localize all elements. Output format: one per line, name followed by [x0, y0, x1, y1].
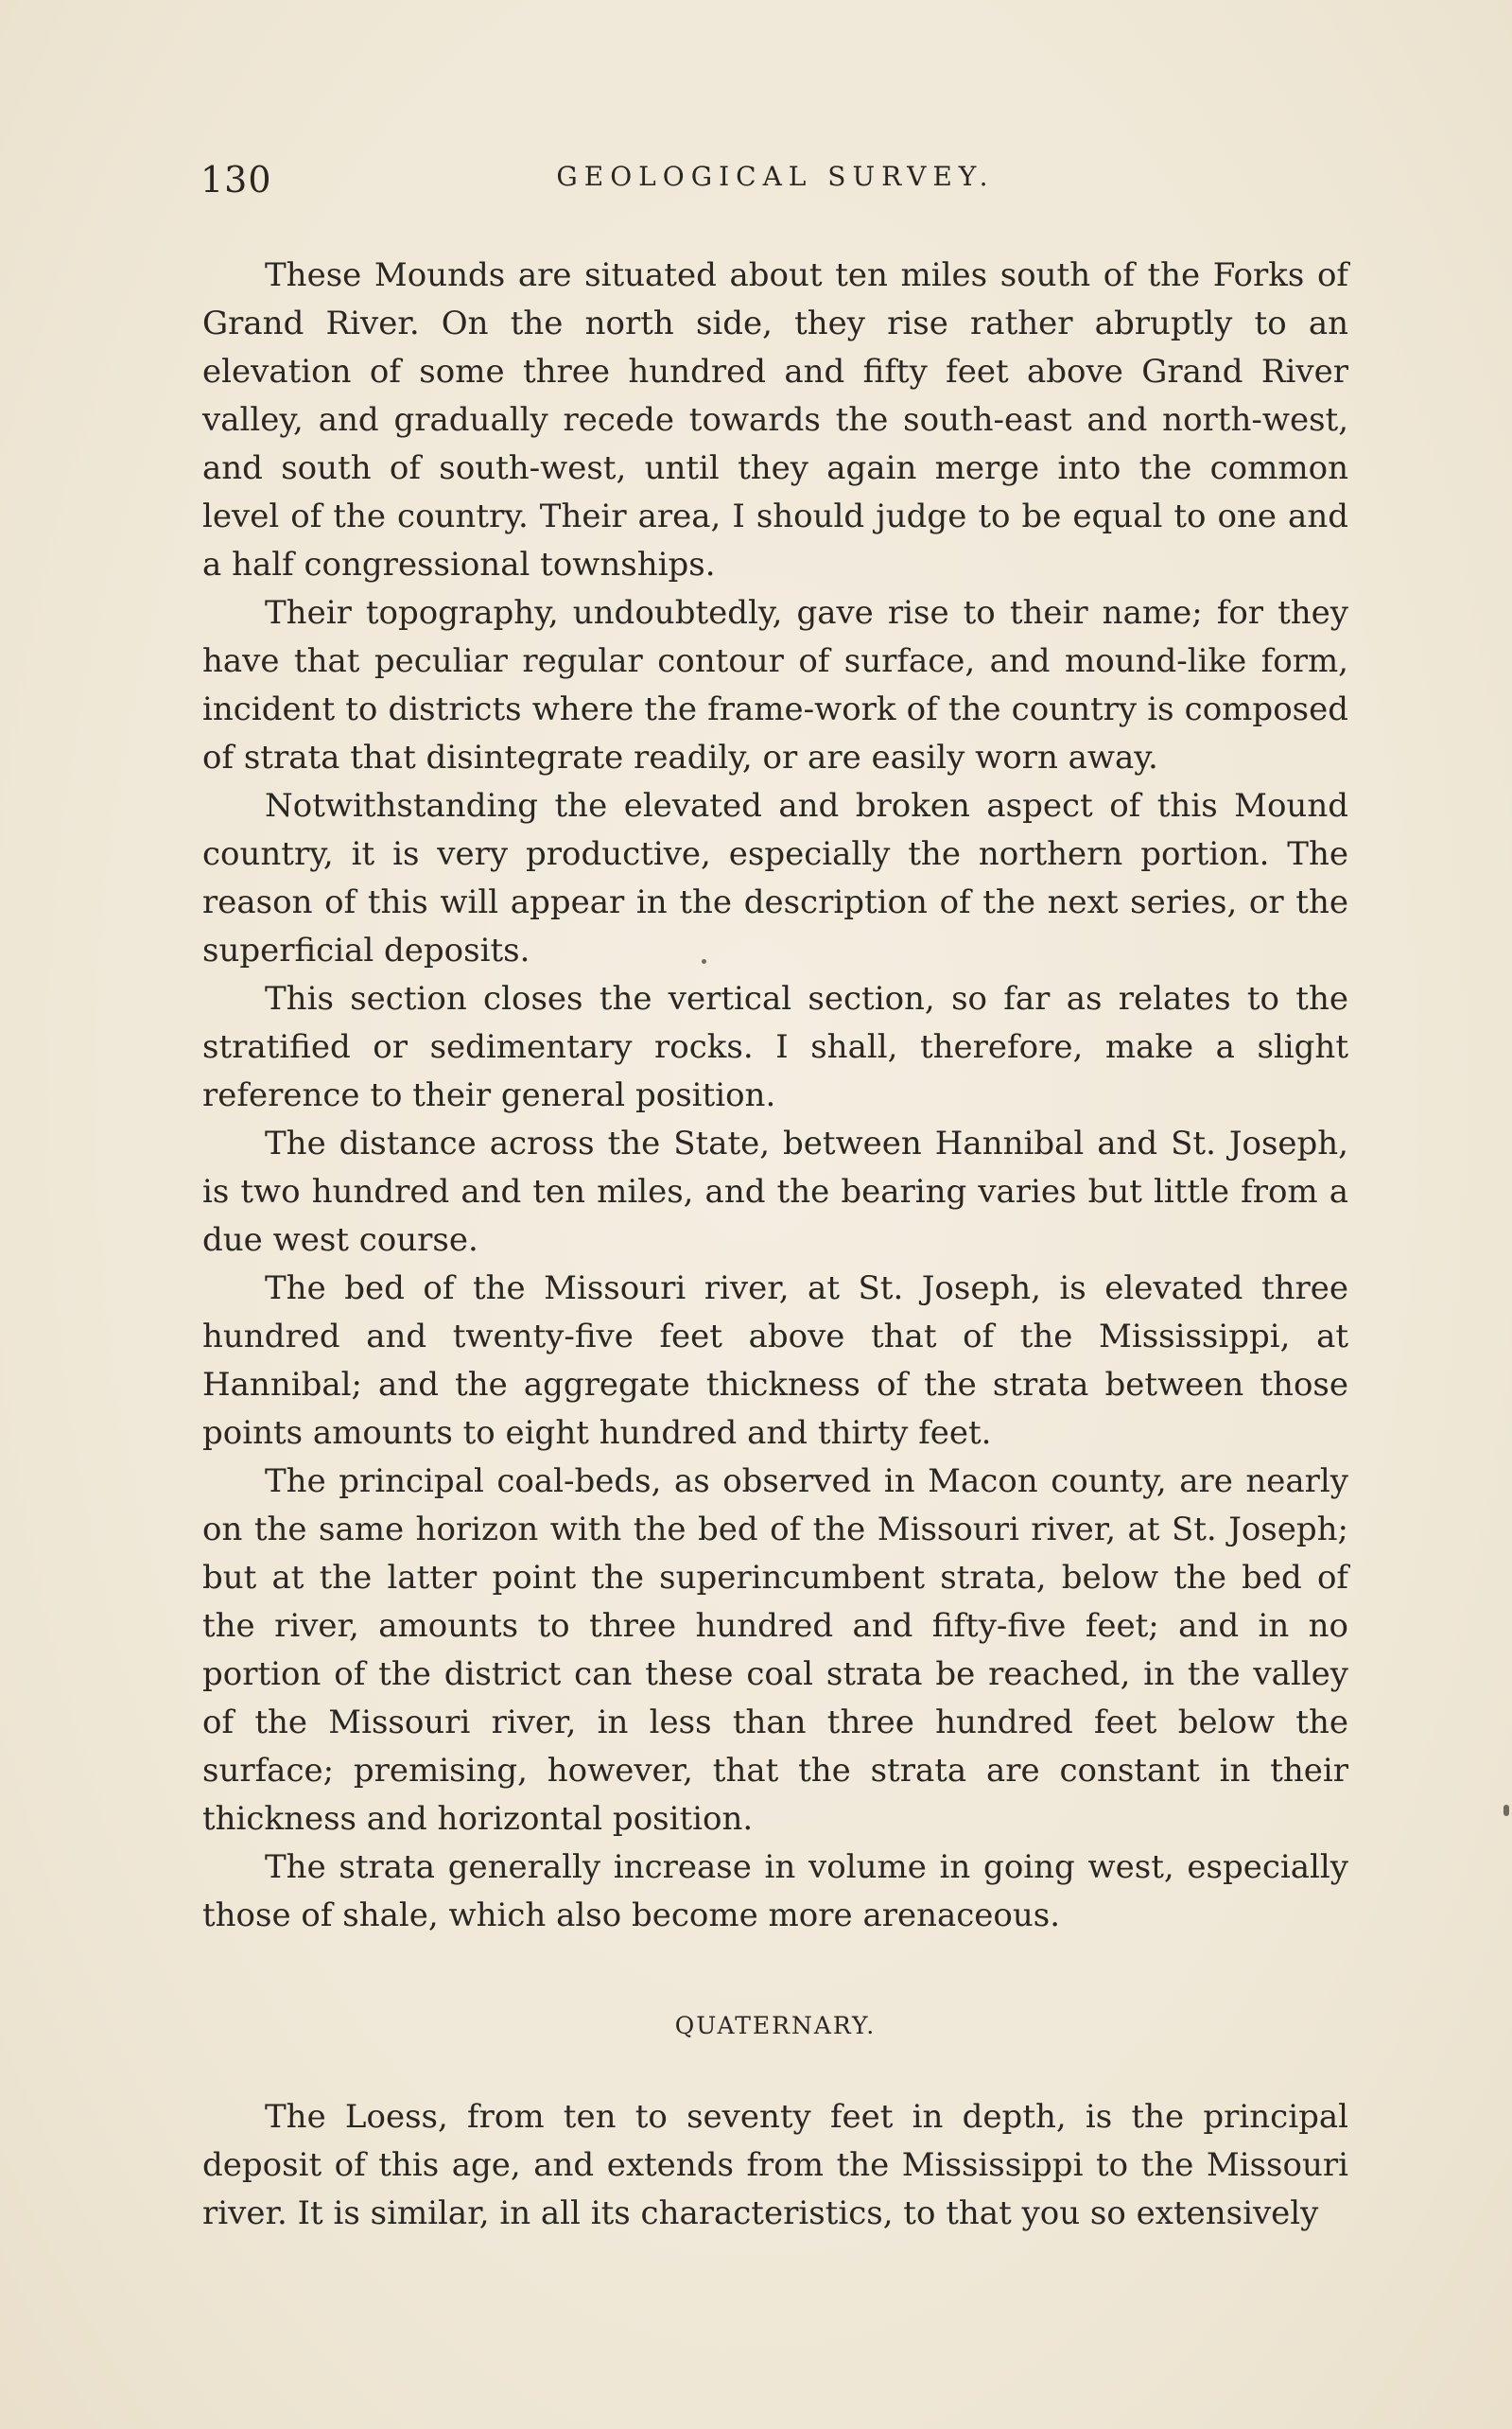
paragraph: This section closes the vertical section, so far as relates to the stratified or sedimentary rocks. I shall, therefore, make a slight reference to their general position. — [202, 980, 1348, 1114]
section-heading: QUATERNARY. — [674, 2012, 877, 2039]
section-text — [202, 2093, 1348, 2238]
paragraph: The distance across the State, between Hannibal and St. Joseph, is two hundred and ten miles, and the bearing varies but little from a due west course. — [202, 1125, 1348, 1259]
page-number: 130 — [200, 159, 272, 201]
running-head: GEOLOGICAL SURVEY. — [556, 161, 995, 192]
paragraph: The Loess, from ten to seventy feet in depth, is the principal deposit of this age, and extends from the Mississippi to the Missouri river. It is similar, in all its characteristics, to that you so extensively — [202, 2098, 1348, 2232]
ink-speck — [1503, 1805, 1509, 1816]
ink-speck — [702, 959, 706, 964]
paragraph: The bed of the Missouri river, at St. Joseph, is elevated three hundred and twenty-five feet above that of the Mississippi, at Hannibal; and the aggregate thickness of the strata between those points amounts to eight hundred and thirty feet. — [202, 1269, 1348, 1452]
paragraph: The principal coal-beds, as observed in Macon county, are nearly on the same horizon with the bed of the Missouri river, at St. Joseph; but at the latter point the superincumbent strata, below the bed of the river, amounts to three hundred and fifty-five feet; and in no portion of the district can these coal strata be reached, in the valley of the Missouri river, in less than three hundred feet below the surface; premising, however, that the strata are constant in their thickness and horizontal position. — [202, 1462, 1348, 1838]
page-header — [200, 151, 1350, 208]
paragraph: The strata generally increase in volume in going west, especially those of shale, which also become more arenaceous. — [202, 1848, 1348, 1934]
main-text — [202, 252, 1348, 1940]
paragraph: Notwithstanding the elevated and broken aspect of this Mound country, it is very productive, especially the northern portion. The reason of this will appear in the description of the next series, or the superficial deposits. — [202, 787, 1348, 970]
paragraph: These Mounds are situated about ten miles south of the Forks of Grand River. On the north side, they rise rather abruptly to an elevation of some three hundred and fifty feet above Grand River valley, and gradually recede towards the south-east and north-west, and south of south-west, until they again merge into the common level of the country. Their area, I should judge to be equal to one and a half congressional townships. — [202, 256, 1348, 584]
paragraph: Their topography, undoubtedly, gave rise to their name; for they have that peculiar regular contour of surface, and mound-like form, incident to districts where the frame-work of the country is composed of strata that disintegrate readily, or are easily worn away. — [202, 594, 1348, 777]
